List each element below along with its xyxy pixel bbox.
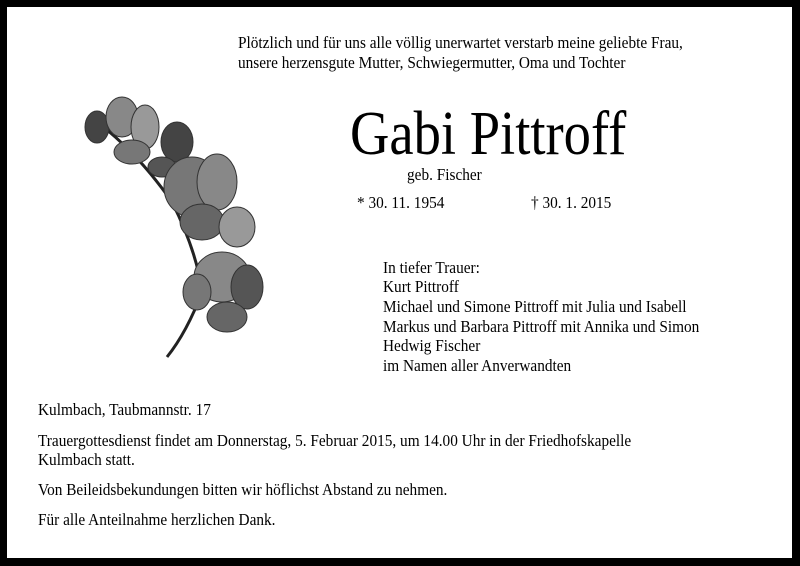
mourner-line: In tiefer Trauer: bbox=[383, 258, 480, 277]
condolence-note: Von Beileidsbekundungen bitten wir höflichst Abstand zu nehmen. bbox=[38, 480, 448, 499]
service-line-2: Kulmbach statt. bbox=[38, 450, 135, 469]
intro-line-2: unsere herzensgute Mutter, Schwiegermutter, Oma und Tochter bbox=[238, 53, 626, 72]
mourner-line: im Namen aller Anverwandten bbox=[383, 356, 572, 375]
service-line-1: Trauergottesdienst findet am Donnerstag, 5. Februar 2015, um 14.00 Uhr in der Friedhofskapelle bbox=[38, 431, 632, 450]
death-date: † 30. 1. 2015 bbox=[531, 193, 612, 212]
orchid-image bbox=[77, 92, 277, 362]
intro-line-1: Plötzlich und für uns alle völlig unerwartet verstarb meine geliebte Frau, bbox=[238, 33, 683, 52]
obituary-notice bbox=[7, 7, 792, 558]
mourner-line: Kurt Pittroff bbox=[383, 277, 459, 296]
mourner-line: Michael und Simone Pittroff mit Julia und Isabell bbox=[383, 297, 687, 316]
address: Kulmbach, Taubmannstr. 17 bbox=[38, 400, 211, 419]
thanks-note: Für alle Anteilnahme herzlichen Dank. bbox=[38, 510, 276, 529]
deceased-name: Gabi Pittroff bbox=[350, 100, 627, 168]
mourner-line: Markus und Barbara Pittroff mit Annika und Simon bbox=[383, 317, 700, 336]
mourner-line: Hedwig Fischer bbox=[383, 336, 481, 355]
birth-date: * 30. 11. 1954 bbox=[357, 193, 445, 212]
maiden-name: geb. Fischer bbox=[407, 165, 482, 184]
